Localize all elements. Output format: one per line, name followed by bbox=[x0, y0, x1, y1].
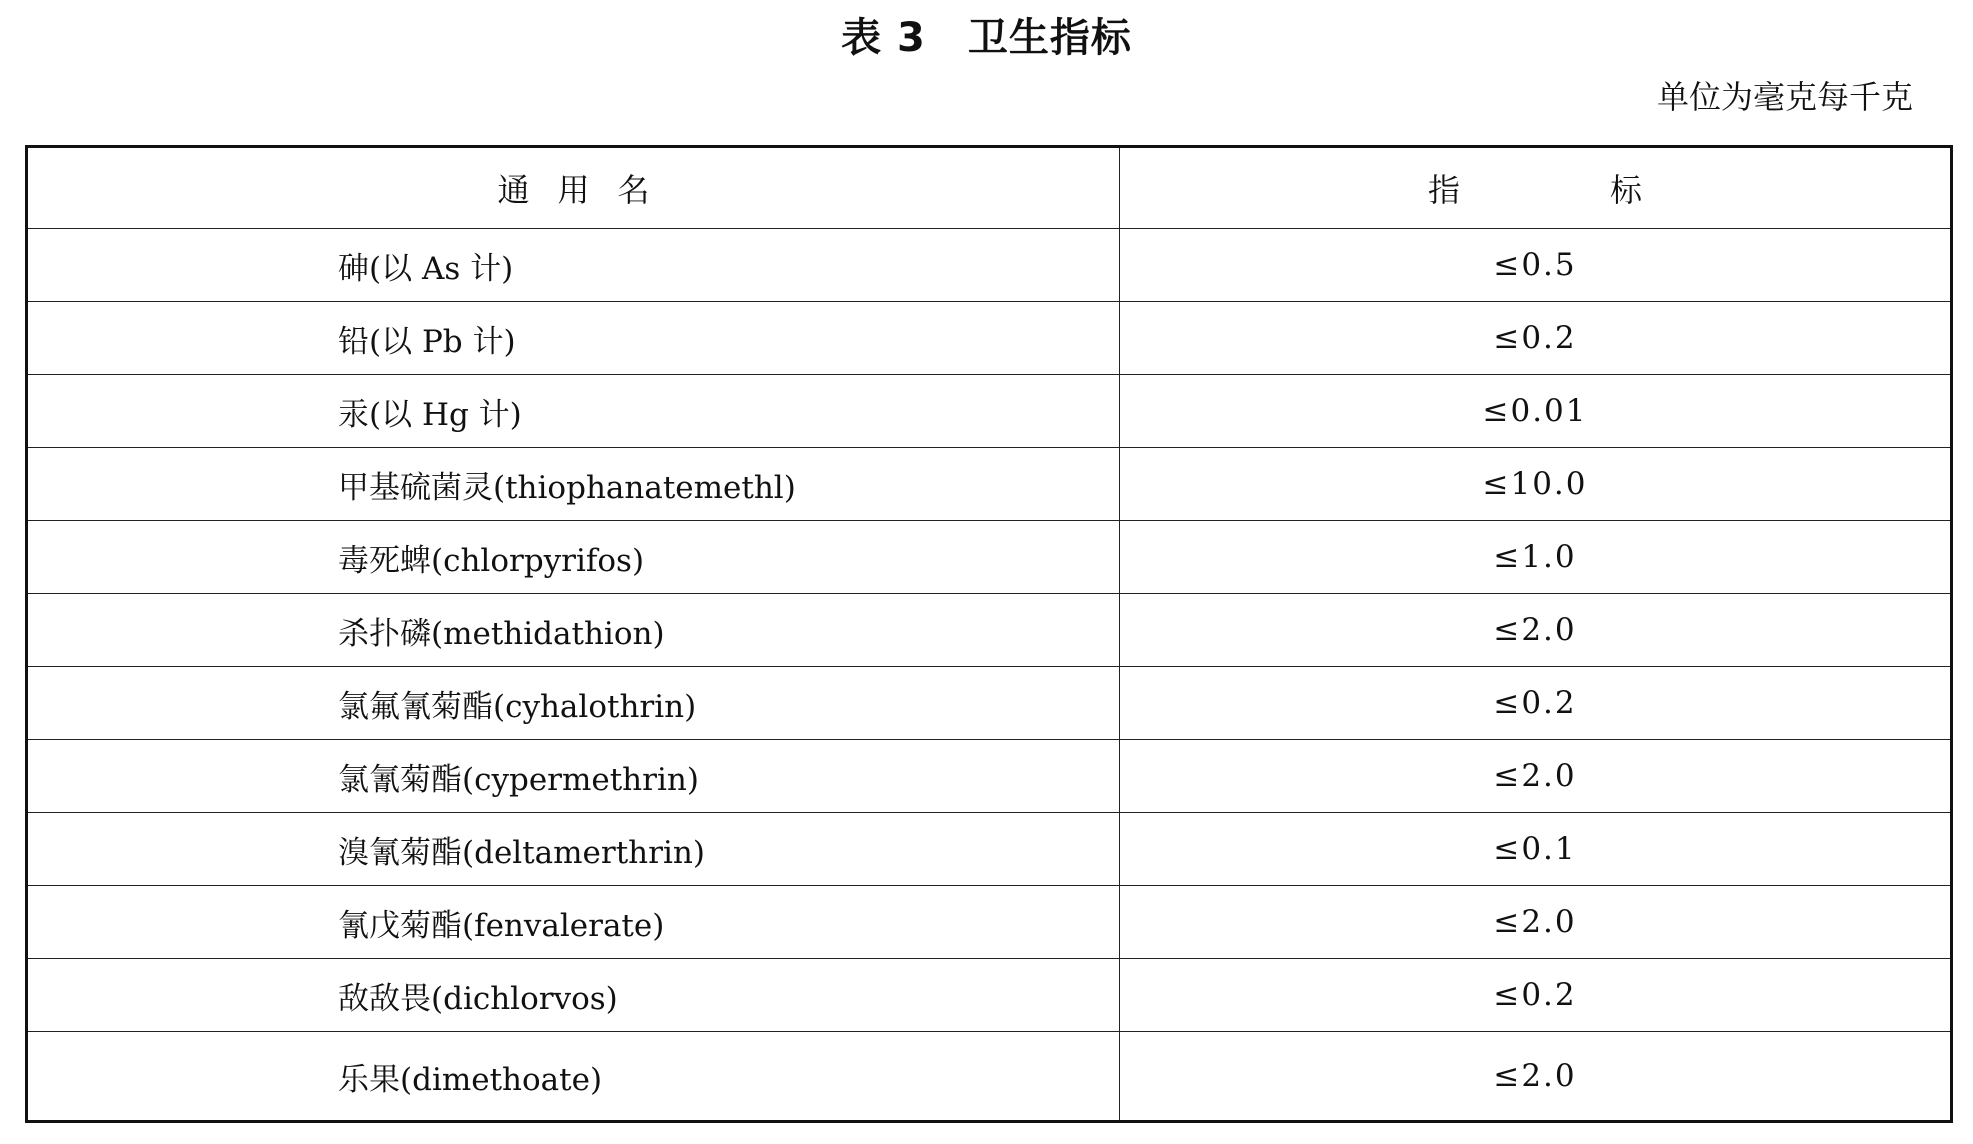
cell-value: ≤0.1 bbox=[1120, 813, 1952, 886]
table-row bbox=[27, 375, 1952, 448]
cell-value: ≤2.0 bbox=[1120, 740, 1952, 813]
cell-name: 氯氟氰菊酯(cyhalothrin) bbox=[27, 667, 1120, 740]
cell-name: 杀扑磷(methidathion) bbox=[27, 594, 1120, 667]
table-row bbox=[27, 886, 1952, 959]
cell-name: 汞(以 Hg 计) bbox=[27, 375, 1120, 448]
cell-value: ≤0.2 bbox=[1120, 667, 1952, 740]
cell-value: ≤2.0 bbox=[1120, 594, 1952, 667]
table-row bbox=[27, 1032, 1952, 1122]
cell-name: 乐果(dimethoate) bbox=[27, 1032, 1120, 1122]
table-row bbox=[27, 740, 1952, 813]
cell-value: ≤10.0 bbox=[1120, 448, 1952, 521]
table-name: 卫生指标 bbox=[967, 15, 1132, 61]
cell-name: 氰戊菊酯(fenvalerate) bbox=[27, 886, 1120, 959]
header-common-name: 通用名 bbox=[27, 147, 1120, 229]
table-row bbox=[27, 229, 1952, 302]
cell-value: ≤2.0 bbox=[1120, 886, 1952, 959]
cell-value: ≤0.01 bbox=[1120, 375, 1952, 448]
table-row bbox=[27, 448, 1952, 521]
unit-note: 单位为毫克每千克 bbox=[1656, 78, 1913, 116]
cell-value: ≤1.0 bbox=[1120, 521, 1952, 594]
hygiene-index-table bbox=[25, 145, 1953, 1123]
cell-value: ≤2.0 bbox=[1120, 1032, 1952, 1122]
cell-name: 敌敌畏(dichlorvos) bbox=[27, 959, 1120, 1032]
cell-name: 甲基硫菌灵(thiophanatemethl) bbox=[27, 448, 1120, 521]
cell-name: 溴氰菊酯(deltamerthrin) bbox=[27, 813, 1120, 886]
cell-name: 氯氰菊酯(cypermethrin) bbox=[27, 740, 1120, 813]
table-row bbox=[27, 594, 1952, 667]
cell-value: ≤0.5 bbox=[1120, 229, 1952, 302]
table-row bbox=[27, 302, 1952, 375]
header-index: 指标 bbox=[1120, 147, 1952, 229]
table-row bbox=[27, 959, 1952, 1032]
table-row bbox=[27, 813, 1952, 886]
table-number: 表 3 bbox=[841, 15, 926, 61]
cell-name: 砷(以 As 计) bbox=[27, 229, 1120, 302]
table-row bbox=[27, 521, 1952, 594]
table-header-row bbox=[27, 147, 1952, 229]
table-title bbox=[0, 10, 1973, 66]
cell-name: 毒死蜱(chlorpyrifos) bbox=[27, 521, 1120, 594]
cell-value: ≤0.2 bbox=[1120, 959, 1952, 1032]
cell-value: ≤0.2 bbox=[1120, 302, 1952, 375]
cell-name: 铅(以 Pb 计) bbox=[27, 302, 1120, 375]
table-row bbox=[27, 667, 1952, 740]
